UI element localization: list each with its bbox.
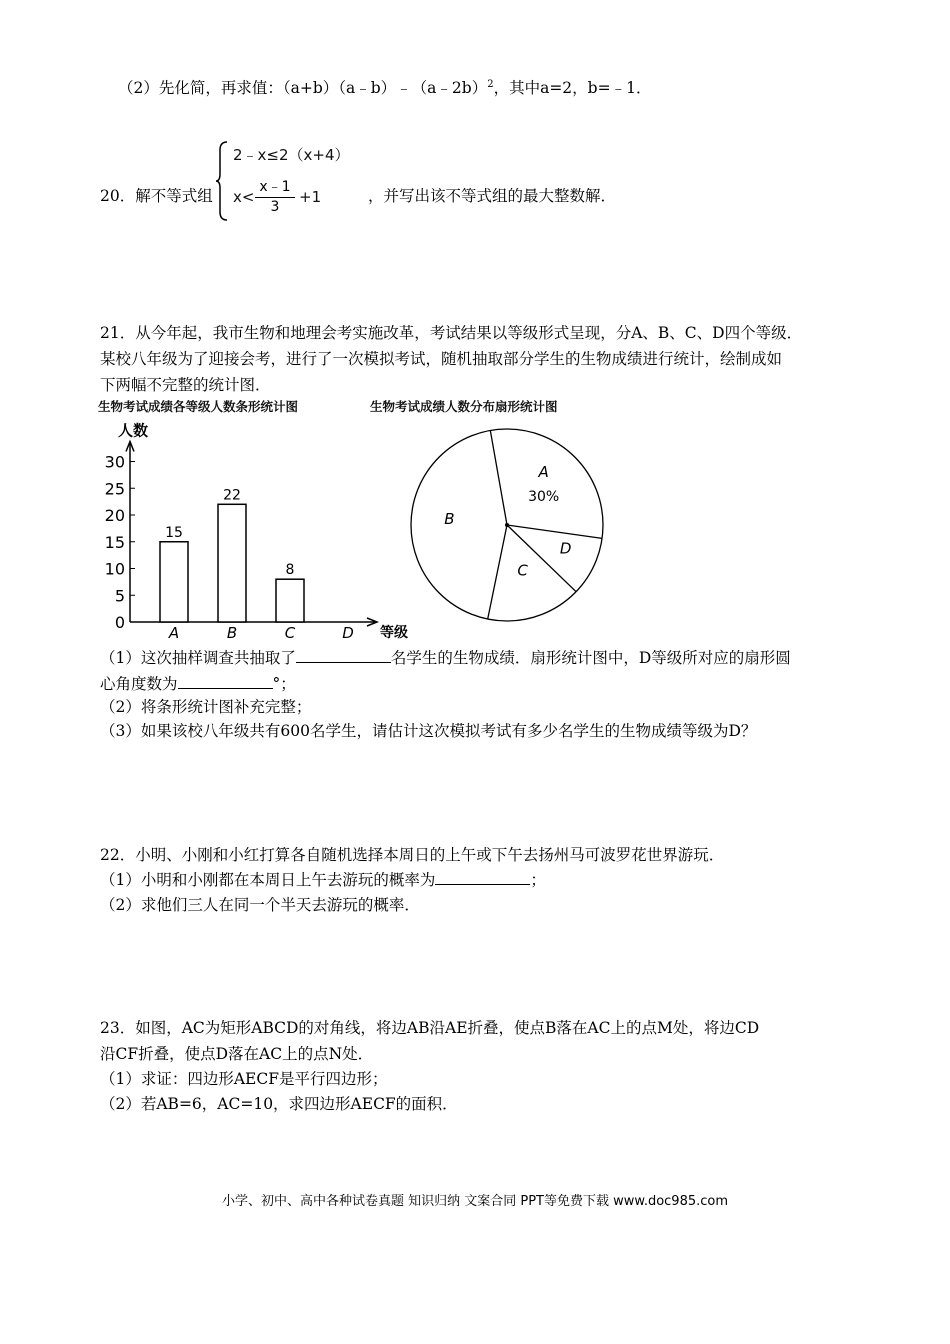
q23-line1: 23．如图，AC为矩形ABCD的对角线，将边AB沿AE折叠，使点B落在AC上的点M处，将边CD: [100, 1019, 760, 1037]
q21-sub1-text-d: °；: [272, 675, 296, 693]
q21-sub1-text-b: 名学生的生物成绩．扇形统计图中，D等级所对应的扇形圆: [390, 649, 791, 667]
q21-sub3: （3）如果该校八年级共有600名学生，请估计这次模拟考试有多少名学生的生物成绩等级为D？: [100, 722, 757, 740]
page-footer: 小学、初中、高中各种试卷真题 知识归纳 文案合同 PPT等免费下载 www.doc985.com: [221, 1194, 729, 1209]
y-tick-label: 30: [104, 452, 125, 472]
answer-blank-count[interactable]: [296, 646, 391, 663]
q23-sub2: （2）若AB=6，AC=10，求四边形AECF的面积．: [100, 1095, 458, 1113]
q21-sub1-line2: [100, 672, 296, 695]
bar-B: [218, 504, 246, 622]
q22-sub1-text-b: ；: [530, 871, 546, 889]
bar-chart-title: 生物考试成绩各等级人数条形统计图: [98, 399, 299, 414]
q21-line1: 21．从今年起，我市生物和地理会考实施改革，考试结果以等级形式呈现，分A、B、C、D四个等级．: [100, 324, 803, 342]
q21-sub1-text-c: 心角度数为: [100, 675, 178, 693]
x-axis-label: 等级: [380, 625, 408, 641]
answer-blank-probability[interactable]: [435, 868, 530, 885]
y-axis-label: 人数: [118, 421, 149, 440]
x-tick-label: A: [168, 624, 180, 642]
bar-chart: [90, 415, 420, 645]
x-tick-label: D: [342, 624, 354, 642]
pie-slice-label: C: [517, 561, 528, 580]
pie-chart-title: 生物考试成绩人数分布扇形统计图: [370, 399, 558, 414]
y-tick-label: 25: [104, 479, 125, 499]
fraction-numerator: x﹣1: [259, 179, 291, 195]
q21-line2: 某校八年级为了迎接会考，进行了一次模拟考试，随机抽取部分学生的生物成绩进行统计，绘制成如: [100, 350, 783, 368]
bar-data-label: 22: [223, 487, 241, 504]
q20-prefix: 20．解不等式组: [100, 187, 213, 205]
inequality-line-1: 2﹣x≤2（x+4）: [233, 146, 350, 164]
pie-chart: [405, 415, 605, 645]
bar-data-label: 15: [165, 524, 183, 541]
inequality-line-2-tail: +1: [299, 188, 322, 206]
left-brace-icon: [215, 140, 231, 222]
q22-line1: 22．小明、小刚和小红打算各自随机选择本周日的上午或下午去扬州马可波罗花世界游玩．: [100, 846, 725, 864]
fraction: [255, 176, 295, 215]
q19-exponent: 2: [487, 79, 494, 90]
q21-line3: 下两幅不完整的统计图．: [100, 376, 271, 394]
x-tick-label: B: [226, 624, 238, 642]
inequality-line-2-lhs: x<: [233, 188, 255, 206]
q20-suffix: ，并写出该不等式组的最大整数解．: [368, 187, 617, 205]
x-tick-label: C: [284, 624, 296, 642]
q22-sub1-text-a: （1）小明和小刚都在本周日上午去游玩的概率为: [100, 871, 436, 889]
q19-part2-text: （2）先化简，再求值：（a+b）（a﹣b）﹣（a﹣2b）: [118, 79, 488, 98]
q23-sub1: （1）求证：四边形AECF是平行四边形；: [100, 1070, 388, 1088]
y-tick-label: 5: [114, 586, 125, 606]
q22-sub1: [100, 868, 546, 891]
q19-part2-tail: ，其中a=2，b=﹣1．: [493, 79, 652, 98]
q19-part2: [118, 74, 651, 99]
bar-C: [276, 579, 304, 622]
y-tick-label: 20: [104, 506, 125, 525]
y-tick-label: 10: [104, 559, 125, 579]
answer-blank-angle[interactable]: [178, 672, 273, 689]
q22-sub2: （2）求他们三人在同一个半天去游玩的概率．: [100, 896, 420, 914]
y-tick-label: 0: [114, 613, 125, 632]
q21-sub1-text-a: （1）这次抽样调查共抽取了: [100, 649, 296, 667]
fraction-bar: [255, 197, 295, 198]
y-tick-label: 15: [104, 532, 125, 552]
inequality-system: [215, 140, 375, 222]
q23-line2: 沿CF折叠，使点D落在AC上的点N处．: [100, 1045, 374, 1063]
q21-sub1-line1: [100, 646, 791, 669]
pie-slice-label: D: [559, 539, 572, 558]
pie-slice-percent: 30%: [528, 489, 560, 506]
q21-sub2: （2）将条形统计图补充完整；: [100, 698, 312, 716]
bar-A: [160, 542, 188, 622]
pie-slice-label: B: [444, 510, 455, 529]
bar-data-label: 8: [285, 562, 295, 579]
fraction-denominator: 3: [270, 199, 280, 215]
pie-slice-label: A: [538, 463, 549, 482]
